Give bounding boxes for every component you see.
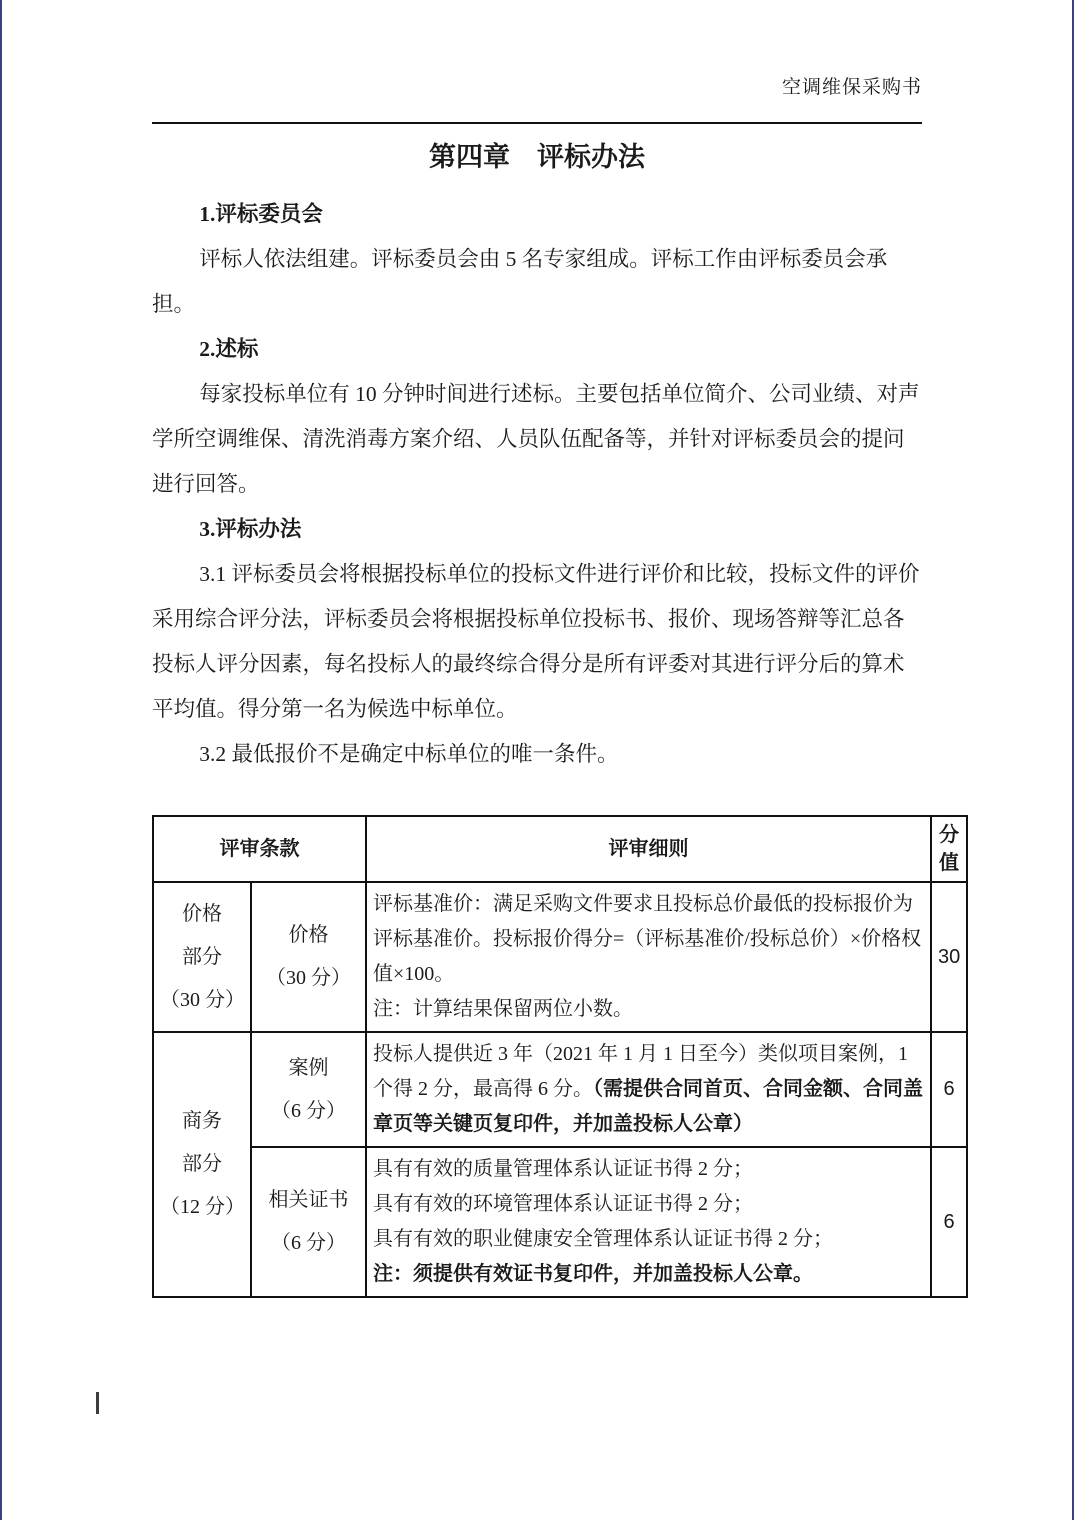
section-2-paragraph: 每家投标单位有 10 分钟时间进行述标。主要包括单位简介、公司业绩、对声学所空调维保、清洗消毒方案介绍、人员队伍配备等，并针对评标委员会的提问进行回答。 [152, 382, 920, 496]
section-3-heading: 3.评标办法 [199, 517, 302, 541]
table-row-certificates [153, 1147, 967, 1297]
category-line: 部分 [182, 945, 222, 968]
chapter-title: 第四章 评标办法 [429, 142, 645, 172]
subcategory-cell-certificates [251, 1147, 366, 1297]
detail-text: 投标人提供近 3 年（2021 年 1 月 1 日至今）类似项目案例，1 个得 2 分，最高得 6 分。 [373, 1043, 908, 1100]
category-line: （30 分） [160, 988, 245, 1011]
category-line: 价格 [182, 902, 222, 925]
table-row-price [153, 882, 967, 1032]
section-1-heading: 1.评标委员会 [199, 202, 323, 226]
detail-line: 具有有效的职业健康安全管理体系认证证书得 2 分； [373, 1228, 833, 1250]
table-header-row [153, 816, 967, 882]
score-cell-certificates: 6 [931, 1147, 967, 1297]
section-3-paragraph-2: 3.2 最低报价不是确定中标单位的唯一条件。 [199, 742, 619, 766]
subcategory-line: （30 分） [266, 967, 351, 989]
score-cell-cases: 6 [931, 1032, 967, 1147]
category-line: 部分 [182, 1153, 222, 1175]
detail-cell-cases [366, 1032, 931, 1147]
section-2-heading: 2.述标 [199, 337, 259, 361]
section-1-paragraph: 评标人依法组建。评标委员会由 5 名专家组成。评标工作由评标委员会承担。 [152, 247, 888, 316]
score-cell-price: 30 [931, 882, 967, 1032]
header-rule [152, 122, 922, 124]
subcategory-line: 相关证书 [268, 1189, 349, 1211]
category-line: （12 分） [160, 1196, 245, 1218]
detail-line: 具有有效的环境管理体系认证证书得 2 分； [373, 1193, 753, 1215]
section-3-paragraph-1: 3.1 评标委员会将根据投标单位的投标文件进行评价和比较，投标文件的评价采用综合评分法，评标委员会将根据投标单位投标书、报价、现场答辩等汇总各投标人评分因素，每名投标人的最终综合得分是所有评委对其进行评分后的算术平均值。得分第一名为候选中标单位。 [152, 562, 920, 721]
evaluation-table [152, 815, 968, 1298]
score-header-line-2: 值 [939, 852, 959, 874]
detail-cell-certificates [366, 1147, 931, 1297]
subcategory-line: （6 分） [271, 1232, 346, 1254]
subcategory-line: 价格 [288, 924, 329, 946]
table-row-cases [153, 1032, 967, 1147]
subcategory-line: （6 分） [271, 1099, 346, 1122]
subcategory-line: 案例 [288, 1056, 329, 1079]
body-text [152, 192, 922, 777]
header-cell-terms: 评审条款 [153, 816, 366, 882]
detail-bold-text: 注：须提供有效证书复印件，并加盖投标人公章。 [373, 1263, 813, 1285]
detail-note: 注：计算结果保留两位小数。 [373, 998, 633, 1020]
header-cell-score [931, 816, 967, 882]
header-cell-detail: 评审细则 [366, 816, 931, 882]
document-body [152, 77, 961, 1298]
page-border-left [0, 0, 2, 1520]
detail-text: 评标基准价：满足采购文件要求且投标总价最低的投标报价为评标基准价。投标报价得分=（评标基准价/投标总价）×价格权值×100。 [373, 893, 922, 985]
subcategory-cell-price [251, 882, 366, 1032]
detail-bold-text: （需提供合同首页、合同金额、合同盖章页等关键页复印件，并加盖投标人公章） [373, 1078, 923, 1135]
detail-cell-price [366, 882, 931, 1032]
running-header: 空调维保采购书 [781, 77, 922, 98]
category-line: 商务 [182, 1110, 222, 1132]
score-header-line-1: 分 [939, 824, 959, 846]
detail-line: 具有有效的质量管理体系认证证书得 2 分； [373, 1158, 753, 1180]
category-cell-price [153, 882, 251, 1032]
subcategory-cell-cases [251, 1032, 366, 1147]
category-cell-business [153, 1032, 251, 1297]
cursor-mark [96, 1392, 99, 1414]
